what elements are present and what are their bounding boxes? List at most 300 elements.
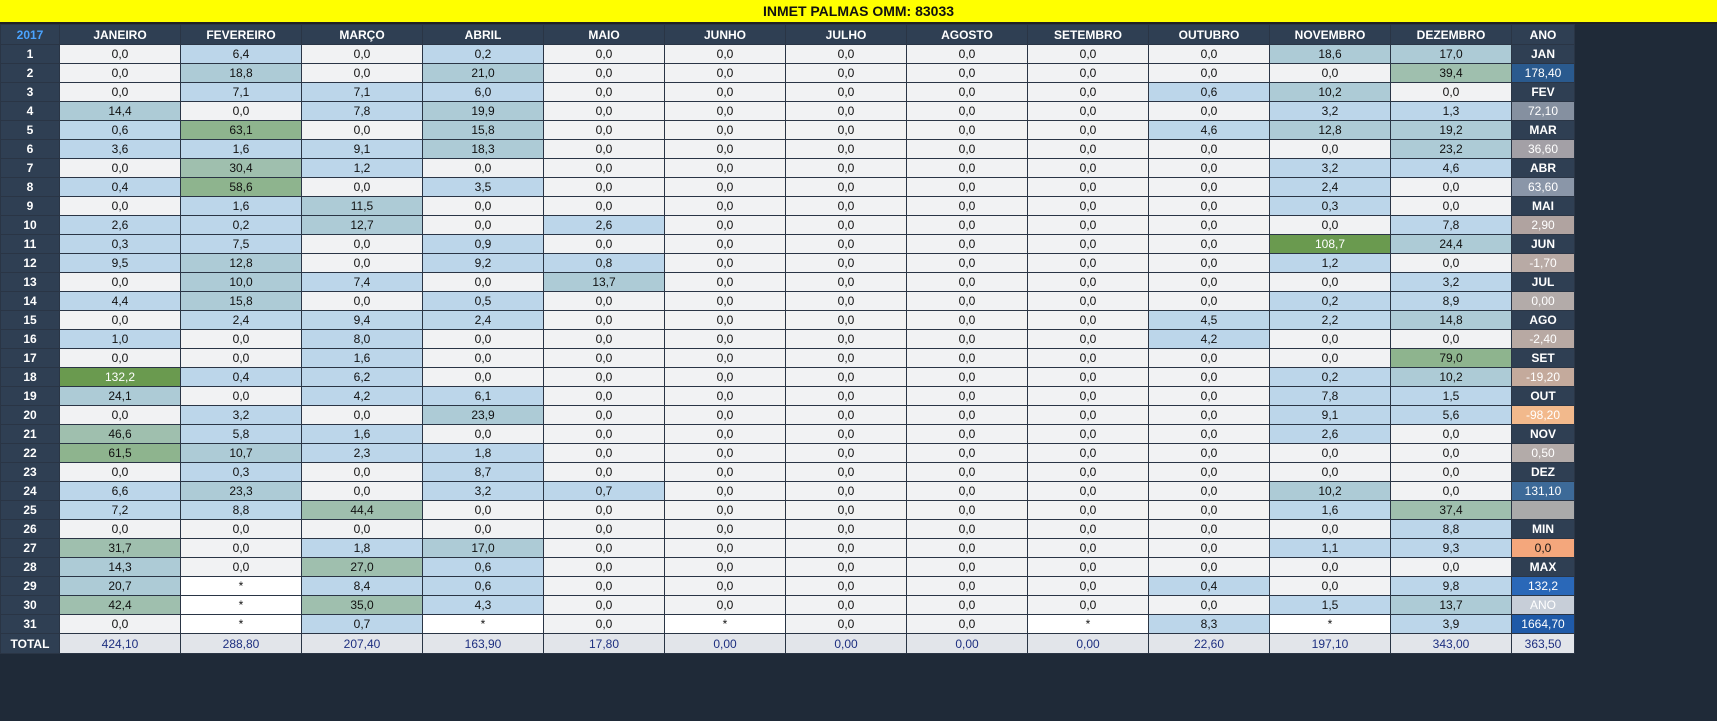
rain-cell-dec[interactable]: 0,0 (1391, 558, 1512, 577)
rain-cell-feb[interactable]: 0,0 (181, 387, 302, 406)
rain-cell-jun[interactable]: 0,0 (665, 482, 786, 501)
rain-cell-sep[interactable]: 0,0 (1028, 330, 1149, 349)
rain-cell-mar[interactable]: 35,0 (302, 596, 423, 615)
month-header-jan[interactable]: JANEIRO (60, 25, 181, 45)
rain-cell-jun[interactable]: 0,0 (665, 197, 786, 216)
rain-cell-dec[interactable]: 9,3 (1391, 539, 1512, 558)
rain-cell-jul[interactable]: 0,0 (786, 159, 907, 178)
rain-cell-feb[interactable]: 8,8 (181, 501, 302, 520)
rain-cell-mar[interactable]: 1,6 (302, 349, 423, 368)
rain-cell-apr[interactable]: 0,0 (423, 197, 544, 216)
rain-cell-aug[interactable]: 0,0 (907, 64, 1028, 83)
rain-cell-may[interactable]: 0,0 (544, 615, 665, 634)
ano-value-cell[interactable]: 36,60 (1512, 140, 1575, 159)
rain-cell-aug[interactable]: 0,0 (907, 140, 1028, 159)
rain-cell-jun[interactable]: 0,0 (665, 121, 786, 140)
rain-cell-feb[interactable]: 0,2 (181, 216, 302, 235)
total-cell-may[interactable]: 17,80 (544, 634, 665, 654)
rain-cell-may[interactable]: 0,0 (544, 596, 665, 615)
rain-cell-sep[interactable]: 0,0 (1028, 216, 1149, 235)
day-number-cell[interactable]: 9 (1, 197, 60, 216)
rain-cell-jan[interactable]: 24,1 (60, 387, 181, 406)
ano-header[interactable]: ANO (1512, 25, 1575, 45)
rain-cell-jul[interactable]: 0,0 (786, 406, 907, 425)
rain-cell-may[interactable]: 0,0 (544, 197, 665, 216)
rain-cell-jan[interactable]: 14,4 (60, 102, 181, 121)
day-number-cell[interactable]: 31 (1, 615, 60, 634)
day-number-cell[interactable]: 7 (1, 159, 60, 178)
rain-cell-may[interactable]: 0,0 (544, 121, 665, 140)
rain-cell-jun[interactable]: 0,0 (665, 463, 786, 482)
rain-cell-nov[interactable]: 12,8 (1270, 121, 1391, 140)
rain-cell-nov[interactable]: 0,0 (1270, 520, 1391, 539)
rain-cell-mar[interactable]: 0,0 (302, 178, 423, 197)
rain-cell-nov[interactable]: 0,0 (1270, 330, 1391, 349)
rain-cell-oct[interactable]: 0,0 (1149, 178, 1270, 197)
rain-cell-nov[interactable]: 0,0 (1270, 273, 1391, 292)
month-header-aug[interactable]: AGOSTO (907, 25, 1028, 45)
rain-cell-apr[interactable]: 0,0 (423, 273, 544, 292)
rain-cell-apr[interactable]: 0,0 (423, 520, 544, 539)
rain-cell-mar[interactable]: 44,4 (302, 501, 423, 520)
total-cell-dec[interactable]: 343,00 (1391, 634, 1512, 654)
rain-cell-aug[interactable]: 0,0 (907, 292, 1028, 311)
day-number-cell[interactable]: 5 (1, 121, 60, 140)
ano-value-cell[interactable]: -2,40 (1512, 330, 1575, 349)
rain-cell-mar[interactable]: 0,0 (302, 254, 423, 273)
rain-cell-oct[interactable]: 4,5 (1149, 311, 1270, 330)
rain-cell-dec[interactable]: 0,0 (1391, 463, 1512, 482)
rain-cell-nov[interactable]: 9,1 (1270, 406, 1391, 425)
rain-cell-mar[interactable]: 0,0 (302, 463, 423, 482)
rain-cell-aug[interactable]: 0,0 (907, 387, 1028, 406)
total-cell-nov[interactable]: 197,10 (1270, 634, 1391, 654)
day-number-cell[interactable]: 29 (1, 577, 60, 596)
rain-cell-aug[interactable]: 0,0 (907, 558, 1028, 577)
rain-cell-may[interactable]: 0,0 (544, 159, 665, 178)
day-number-cell[interactable]: 8 (1, 178, 60, 197)
day-number-cell[interactable]: 28 (1, 558, 60, 577)
rain-cell-sep[interactable]: 0,0 (1028, 197, 1149, 216)
rain-cell-apr[interactable]: 18,3 (423, 140, 544, 159)
rain-cell-jun[interactable]: 0,0 (665, 368, 786, 387)
rain-cell-may[interactable]: 0,0 (544, 140, 665, 159)
rain-cell-feb[interactable]: 0,0 (181, 102, 302, 121)
rain-cell-sep[interactable]: 0,0 (1028, 311, 1149, 330)
rain-cell-jul[interactable]: 0,0 (786, 330, 907, 349)
rain-cell-feb[interactable]: 0,4 (181, 368, 302, 387)
rain-cell-oct[interactable]: 0,0 (1149, 387, 1270, 406)
rain-cell-apr[interactable]: 21,0 (423, 64, 544, 83)
rain-cell-mar[interactable]: 12,7 (302, 216, 423, 235)
rain-cell-jan[interactable]: 0,0 (60, 45, 181, 64)
rain-cell-dec[interactable]: 79,0 (1391, 349, 1512, 368)
rain-cell-aug[interactable]: 0,0 (907, 235, 1028, 254)
day-number-cell[interactable]: 10 (1, 216, 60, 235)
rain-cell-oct[interactable]: 0,6 (1149, 83, 1270, 102)
ano-value-cell[interactable]: 63,60 (1512, 178, 1575, 197)
rain-cell-oct[interactable]: 0,0 (1149, 45, 1270, 64)
total-cell-jul[interactable]: 0,00 (786, 634, 907, 654)
rain-cell-dec[interactable]: 9,8 (1391, 577, 1512, 596)
rain-cell-jan[interactable]: 0,0 (60, 64, 181, 83)
day-number-cell[interactable]: 3 (1, 83, 60, 102)
day-number-cell[interactable]: 4 (1, 102, 60, 121)
day-number-cell[interactable]: 26 (1, 520, 60, 539)
rain-cell-oct[interactable]: 0,0 (1149, 444, 1270, 463)
day-number-cell[interactable]: 17 (1, 349, 60, 368)
rain-cell-jul[interactable]: 0,0 (786, 216, 907, 235)
rain-cell-jun[interactable]: 0,0 (665, 235, 786, 254)
rain-cell-feb[interactable]: 3,2 (181, 406, 302, 425)
month-header-apr[interactable]: ABRIL (423, 25, 544, 45)
rain-cell-jan[interactable]: 0,0 (60, 197, 181, 216)
rain-cell-sep[interactable]: 0,0 (1028, 539, 1149, 558)
ano-month-label[interactable]: MAI (1512, 197, 1575, 216)
rain-cell-may[interactable]: 0,0 (544, 539, 665, 558)
month-header-sep[interactable]: SETEMBRO (1028, 25, 1149, 45)
rain-cell-sep[interactable]: 0,0 (1028, 45, 1149, 64)
ano-value-cell[interactable]: 131,10 (1512, 482, 1575, 501)
rain-cell-sep[interactable]: 0,0 (1028, 178, 1149, 197)
rain-cell-jul[interactable]: 0,0 (786, 463, 907, 482)
rain-cell-mar[interactable]: 4,2 (302, 387, 423, 406)
rain-cell-nov[interactable]: 0,0 (1270, 216, 1391, 235)
rain-cell-sep[interactable]: 0,0 (1028, 482, 1149, 501)
rain-cell-feb[interactable]: 58,6 (181, 178, 302, 197)
rain-cell-jun[interactable]: 0,0 (665, 425, 786, 444)
rain-cell-jan[interactable]: 2,6 (60, 216, 181, 235)
ano-month-label[interactable]: ABR (1512, 159, 1575, 178)
ano-value-cell[interactable]: 72,10 (1512, 102, 1575, 121)
rain-cell-may[interactable]: 0,7 (544, 482, 665, 501)
rain-cell-nov[interactable]: 0,0 (1270, 140, 1391, 159)
rain-cell-nov[interactable]: 10,2 (1270, 83, 1391, 102)
rain-cell-jul[interactable]: 0,0 (786, 102, 907, 121)
rain-cell-apr[interactable]: 0,6 (423, 558, 544, 577)
rain-cell-sep[interactable]: 0,0 (1028, 235, 1149, 254)
rain-cell-oct[interactable]: 0,0 (1149, 368, 1270, 387)
rain-cell-jul[interactable]: 0,0 (786, 311, 907, 330)
ano-month-label[interactable]: MAX (1512, 558, 1575, 577)
rain-cell-nov[interactable]: 18,6 (1270, 45, 1391, 64)
rain-cell-may[interactable]: 0,0 (544, 444, 665, 463)
rain-cell-aug[interactable]: 0,0 (907, 178, 1028, 197)
rain-cell-jul[interactable]: 0,0 (786, 273, 907, 292)
rain-cell-apr[interactable]: 9,2 (423, 254, 544, 273)
rain-cell-may[interactable]: 0,0 (544, 463, 665, 482)
rain-cell-mar[interactable]: 7,8 (302, 102, 423, 121)
rain-cell-aug[interactable]: 0,0 (907, 596, 1028, 615)
rain-cell-dec[interactable]: 0,0 (1391, 254, 1512, 273)
rain-cell-may[interactable]: 2,6 (544, 216, 665, 235)
rain-cell-aug[interactable]: 0,0 (907, 273, 1028, 292)
rain-cell-nov[interactable]: 2,4 (1270, 178, 1391, 197)
day-number-cell[interactable]: 25 (1, 501, 60, 520)
rain-cell-nov[interactable]: 2,6 (1270, 425, 1391, 444)
ano-value-cell[interactable]: 1664,70 (1512, 615, 1575, 634)
rain-cell-jul[interactable]: 0,0 (786, 178, 907, 197)
rain-cell-dec[interactable]: 39,4 (1391, 64, 1512, 83)
rain-cell-dec[interactable]: 0,0 (1391, 444, 1512, 463)
rain-cell-may[interactable]: 0,0 (544, 83, 665, 102)
rain-cell-feb[interactable]: 1,6 (181, 197, 302, 216)
rain-cell-nov[interactable]: 7,8 (1270, 387, 1391, 406)
rain-cell-mar[interactable]: 1,2 (302, 159, 423, 178)
rain-cell-jan[interactable]: 4,4 (60, 292, 181, 311)
rain-cell-feb[interactable]: 7,1 (181, 83, 302, 102)
rain-cell-may[interactable]: 0,0 (544, 330, 665, 349)
ano-month-label[interactable]: DEZ (1512, 463, 1575, 482)
rain-cell-oct[interactable]: 0,0 (1149, 273, 1270, 292)
rain-cell-may[interactable]: 13,7 (544, 273, 665, 292)
rain-cell-apr[interactable]: 0,0 (423, 425, 544, 444)
rain-cell-mar[interactable]: 0,0 (302, 292, 423, 311)
rain-cell-aug[interactable]: 0,0 (907, 45, 1028, 64)
rain-cell-sep[interactable]: 0,0 (1028, 501, 1149, 520)
rain-cell-dec[interactable]: 13,7 (1391, 596, 1512, 615)
rain-cell-may[interactable]: 0,0 (544, 292, 665, 311)
rain-cell-mar[interactable]: 1,8 (302, 539, 423, 558)
day-number-cell[interactable]: 24 (1, 482, 60, 501)
rain-cell-may[interactable]: 0,0 (544, 178, 665, 197)
rain-cell-jul[interactable]: 0,0 (786, 387, 907, 406)
rain-cell-aug[interactable]: 0,0 (907, 615, 1028, 634)
rain-cell-nov[interactable]: 1,5 (1270, 596, 1391, 615)
rain-cell-dec[interactable]: 23,2 (1391, 140, 1512, 159)
rain-cell-jan[interactable]: 0,0 (60, 311, 181, 330)
rain-cell-oct[interactable]: 0,0 (1149, 216, 1270, 235)
rain-cell-oct[interactable]: 0,0 (1149, 482, 1270, 501)
rain-cell-mar[interactable]: 27,0 (302, 558, 423, 577)
rain-cell-jul[interactable]: 0,0 (786, 444, 907, 463)
rain-cell-feb[interactable]: 0,3 (181, 463, 302, 482)
rain-cell-jul[interactable]: 0,0 (786, 197, 907, 216)
rain-cell-aug[interactable]: 0,0 (907, 482, 1028, 501)
rain-cell-jun[interactable]: * (665, 615, 786, 634)
rain-cell-dec[interactable]: 1,5 (1391, 387, 1512, 406)
rain-cell-nov[interactable]: 10,2 (1270, 482, 1391, 501)
day-number-cell[interactable]: 6 (1, 140, 60, 159)
rain-cell-jun[interactable]: 0,0 (665, 45, 786, 64)
rain-cell-jun[interactable]: 0,0 (665, 140, 786, 159)
day-number-cell[interactable]: 22 (1, 444, 60, 463)
rain-cell-feb[interactable]: 6,4 (181, 45, 302, 64)
total-cell-apr[interactable]: 163,90 (423, 634, 544, 654)
rain-cell-nov[interactable]: 0,0 (1270, 444, 1391, 463)
rain-cell-may[interactable]: 0,0 (544, 558, 665, 577)
rain-cell-jul[interactable]: 0,0 (786, 64, 907, 83)
rain-cell-dec[interactable]: 1,3 (1391, 102, 1512, 121)
rain-cell-may[interactable]: 0,0 (544, 311, 665, 330)
rain-cell-may[interactable]: 0,0 (544, 406, 665, 425)
rain-cell-feb[interactable]: 0,0 (181, 330, 302, 349)
rain-cell-jul[interactable]: 0,0 (786, 349, 907, 368)
rain-cell-jun[interactable]: 0,0 (665, 64, 786, 83)
rain-cell-dec[interactable]: 24,4 (1391, 235, 1512, 254)
ano-value-cell[interactable]: 178,40 (1512, 64, 1575, 83)
rain-cell-apr[interactable]: 2,4 (423, 311, 544, 330)
rain-cell-dec[interactable]: 14,8 (1391, 311, 1512, 330)
rain-cell-mar[interactable]: 0,0 (302, 121, 423, 140)
rain-cell-jun[interactable]: 0,0 (665, 330, 786, 349)
rain-cell-aug[interactable]: 0,0 (907, 197, 1028, 216)
year-header[interactable]: 2017 (1, 25, 60, 45)
ano-value-cell[interactable]: -1,70 (1512, 254, 1575, 273)
rain-cell-sep[interactable]: 0,0 (1028, 102, 1149, 121)
rain-cell-mar[interactable]: 0,0 (302, 520, 423, 539)
rain-cell-sep[interactable]: 0,0 (1028, 577, 1149, 596)
month-header-feb[interactable]: FEVEREIRO (181, 25, 302, 45)
rain-cell-may[interactable]: 0,0 (544, 501, 665, 520)
rain-cell-mar[interactable]: 9,4 (302, 311, 423, 330)
rain-cell-jun[interactable]: 0,0 (665, 159, 786, 178)
rain-cell-apr[interactable]: 0,0 (423, 368, 544, 387)
rain-cell-oct[interactable]: 0,0 (1149, 140, 1270, 159)
rain-cell-oct[interactable]: 0,0 (1149, 425, 1270, 444)
rain-cell-aug[interactable]: 0,0 (907, 311, 1028, 330)
rain-cell-aug[interactable]: 0,0 (907, 577, 1028, 596)
rain-cell-jun[interactable]: 0,0 (665, 501, 786, 520)
rain-cell-feb[interactable]: 7,5 (181, 235, 302, 254)
ano-value-cell[interactable]: ANO (1512, 596, 1575, 615)
rain-cell-feb[interactable]: 0,0 (181, 349, 302, 368)
rain-cell-jan[interactable]: 0,6 (60, 121, 181, 140)
rain-cell-jun[interactable]: 0,0 (665, 406, 786, 425)
rain-cell-sep[interactable]: 0,0 (1028, 425, 1149, 444)
total-cell-mar[interactable]: 207,40 (302, 634, 423, 654)
rain-cell-oct[interactable]: 4,2 (1149, 330, 1270, 349)
ano-value-cell[interactable]: 0,00 (1512, 292, 1575, 311)
rain-cell-mar[interactable]: 7,4 (302, 273, 423, 292)
rain-cell-oct[interactable]: 0,0 (1149, 406, 1270, 425)
rain-cell-jul[interactable]: 0,0 (786, 520, 907, 539)
rain-cell-dec[interactable]: 8,8 (1391, 520, 1512, 539)
rain-cell-sep[interactable]: 0,0 (1028, 596, 1149, 615)
rain-cell-jun[interactable]: 0,0 (665, 102, 786, 121)
rain-cell-jun[interactable]: 0,0 (665, 444, 786, 463)
rain-cell-dec[interactable]: 0,0 (1391, 178, 1512, 197)
day-number-cell[interactable]: 23 (1, 463, 60, 482)
rain-cell-mar[interactable]: 6,2 (302, 368, 423, 387)
rain-cell-nov[interactable]: 0,0 (1270, 463, 1391, 482)
rain-cell-may[interactable]: 0,0 (544, 577, 665, 596)
rain-cell-jul[interactable]: 0,0 (786, 292, 907, 311)
rain-cell-apr[interactable]: 0,0 (423, 349, 544, 368)
rain-cell-apr[interactable]: 3,2 (423, 482, 544, 501)
rain-cell-oct[interactable]: 0,0 (1149, 292, 1270, 311)
rain-cell-mar[interactable]: 8,4 (302, 577, 423, 596)
rain-cell-dec[interactable]: 0,0 (1391, 197, 1512, 216)
rain-cell-jun[interactable]: 0,0 (665, 216, 786, 235)
total-cell-aug[interactable]: 0,00 (907, 634, 1028, 654)
rain-cell-sep[interactable]: 0,0 (1028, 463, 1149, 482)
rain-cell-oct[interactable]: 0,0 (1149, 596, 1270, 615)
rain-cell-jun[interactable]: 0,0 (665, 520, 786, 539)
rain-cell-apr[interactable]: 3,5 (423, 178, 544, 197)
rain-cell-dec[interactable]: 3,9 (1391, 615, 1512, 634)
day-number-cell[interactable]: 27 (1, 539, 60, 558)
rain-cell-dec[interactable]: 0,0 (1391, 482, 1512, 501)
rain-cell-apr[interactable]: * (423, 615, 544, 634)
rain-cell-jun[interactable]: 0,0 (665, 577, 786, 596)
total-cell-jan[interactable]: 424,10 (60, 634, 181, 654)
rain-cell-jul[interactable]: 0,0 (786, 615, 907, 634)
rain-cell-sep[interactable]: 0,0 (1028, 121, 1149, 140)
rain-cell-mar[interactable]: 7,1 (302, 83, 423, 102)
rain-cell-oct[interactable]: 0,0 (1149, 539, 1270, 558)
rain-cell-apr[interactable]: 0,0 (423, 159, 544, 178)
rain-cell-nov[interactable]: 2,2 (1270, 311, 1391, 330)
rain-cell-apr[interactable]: 0,6 (423, 577, 544, 596)
rain-cell-oct[interactable]: 0,0 (1149, 349, 1270, 368)
total-cell-oct[interactable]: 22,60 (1149, 634, 1270, 654)
month-header-dec[interactable]: DEZEMBRO (1391, 25, 1512, 45)
ano-month-label[interactable]: JAN (1512, 45, 1575, 64)
rain-cell-sep[interactable]: 0,0 (1028, 349, 1149, 368)
rain-cell-oct[interactable]: 8,3 (1149, 615, 1270, 634)
day-number-cell[interactable]: 14 (1, 292, 60, 311)
rain-cell-jan[interactable]: 0,0 (60, 273, 181, 292)
rain-cell-feb[interactable]: * (181, 615, 302, 634)
month-header-nov[interactable]: NOVEMBRO (1270, 25, 1391, 45)
rain-cell-jul[interactable]: 0,0 (786, 368, 907, 387)
day-number-cell[interactable]: 30 (1, 596, 60, 615)
rain-cell-oct[interactable]: 0,0 (1149, 520, 1270, 539)
rain-cell-jan[interactable]: 42,4 (60, 596, 181, 615)
ano-month-label[interactable]: MIN (1512, 520, 1575, 539)
rain-cell-jan[interactable]: 0,0 (60, 463, 181, 482)
rain-cell-mar[interactable]: 9,1 (302, 140, 423, 159)
rain-cell-may[interactable]: 0,0 (544, 349, 665, 368)
rain-cell-jan[interactable]: 6,6 (60, 482, 181, 501)
rain-cell-oct[interactable]: 0,0 (1149, 64, 1270, 83)
month-header-oct[interactable]: OUTUBRO (1149, 25, 1270, 45)
rain-cell-sep[interactable]: 0,0 (1028, 140, 1149, 159)
rain-cell-feb[interactable]: * (181, 596, 302, 615)
rain-cell-may[interactable]: 0,0 (544, 520, 665, 539)
rain-cell-dec[interactable]: 5,6 (1391, 406, 1512, 425)
rain-cell-feb[interactable]: 0,0 (181, 520, 302, 539)
rain-cell-dec[interactable]: 37,4 (1391, 501, 1512, 520)
day-number-cell[interactable]: 2 (1, 64, 60, 83)
rain-cell-feb[interactable]: 12,8 (181, 254, 302, 273)
rain-cell-feb[interactable]: 10,7 (181, 444, 302, 463)
rain-cell-jan[interactable]: 0,0 (60, 520, 181, 539)
rain-cell-sep[interactable]: 0,0 (1028, 273, 1149, 292)
rain-cell-dec[interactable]: 4,6 (1391, 159, 1512, 178)
rain-cell-apr[interactable]: 19,9 (423, 102, 544, 121)
rain-cell-may[interactable]: 0,0 (544, 102, 665, 121)
rain-cell-may[interactable]: 0,0 (544, 387, 665, 406)
rain-cell-mar[interactable]: 0,0 (302, 64, 423, 83)
rain-cell-apr[interactable]: 0,9 (423, 235, 544, 254)
rain-cell-nov[interactable]: 0,3 (1270, 197, 1391, 216)
rain-cell-dec[interactable]: 8,9 (1391, 292, 1512, 311)
ano-month-label[interactable]: JUN (1512, 235, 1575, 254)
rain-cell-nov[interactable]: 3,2 (1270, 159, 1391, 178)
rain-cell-dec[interactable]: 0,0 (1391, 425, 1512, 444)
rain-cell-jan[interactable]: 3,6 (60, 140, 181, 159)
rain-cell-sep[interactable]: 0,0 (1028, 444, 1149, 463)
rain-cell-apr[interactable]: 17,0 (423, 539, 544, 558)
rain-cell-jun[interactable]: 0,0 (665, 178, 786, 197)
rain-cell-nov[interactable]: 0,0 (1270, 64, 1391, 83)
ano-value-cell[interactable]: -98,20 (1512, 406, 1575, 425)
month-header-jun[interactable]: JUNHO (665, 25, 786, 45)
rain-cell-may[interactable]: 0,8 (544, 254, 665, 273)
rain-cell-aug[interactable]: 0,0 (907, 216, 1028, 235)
